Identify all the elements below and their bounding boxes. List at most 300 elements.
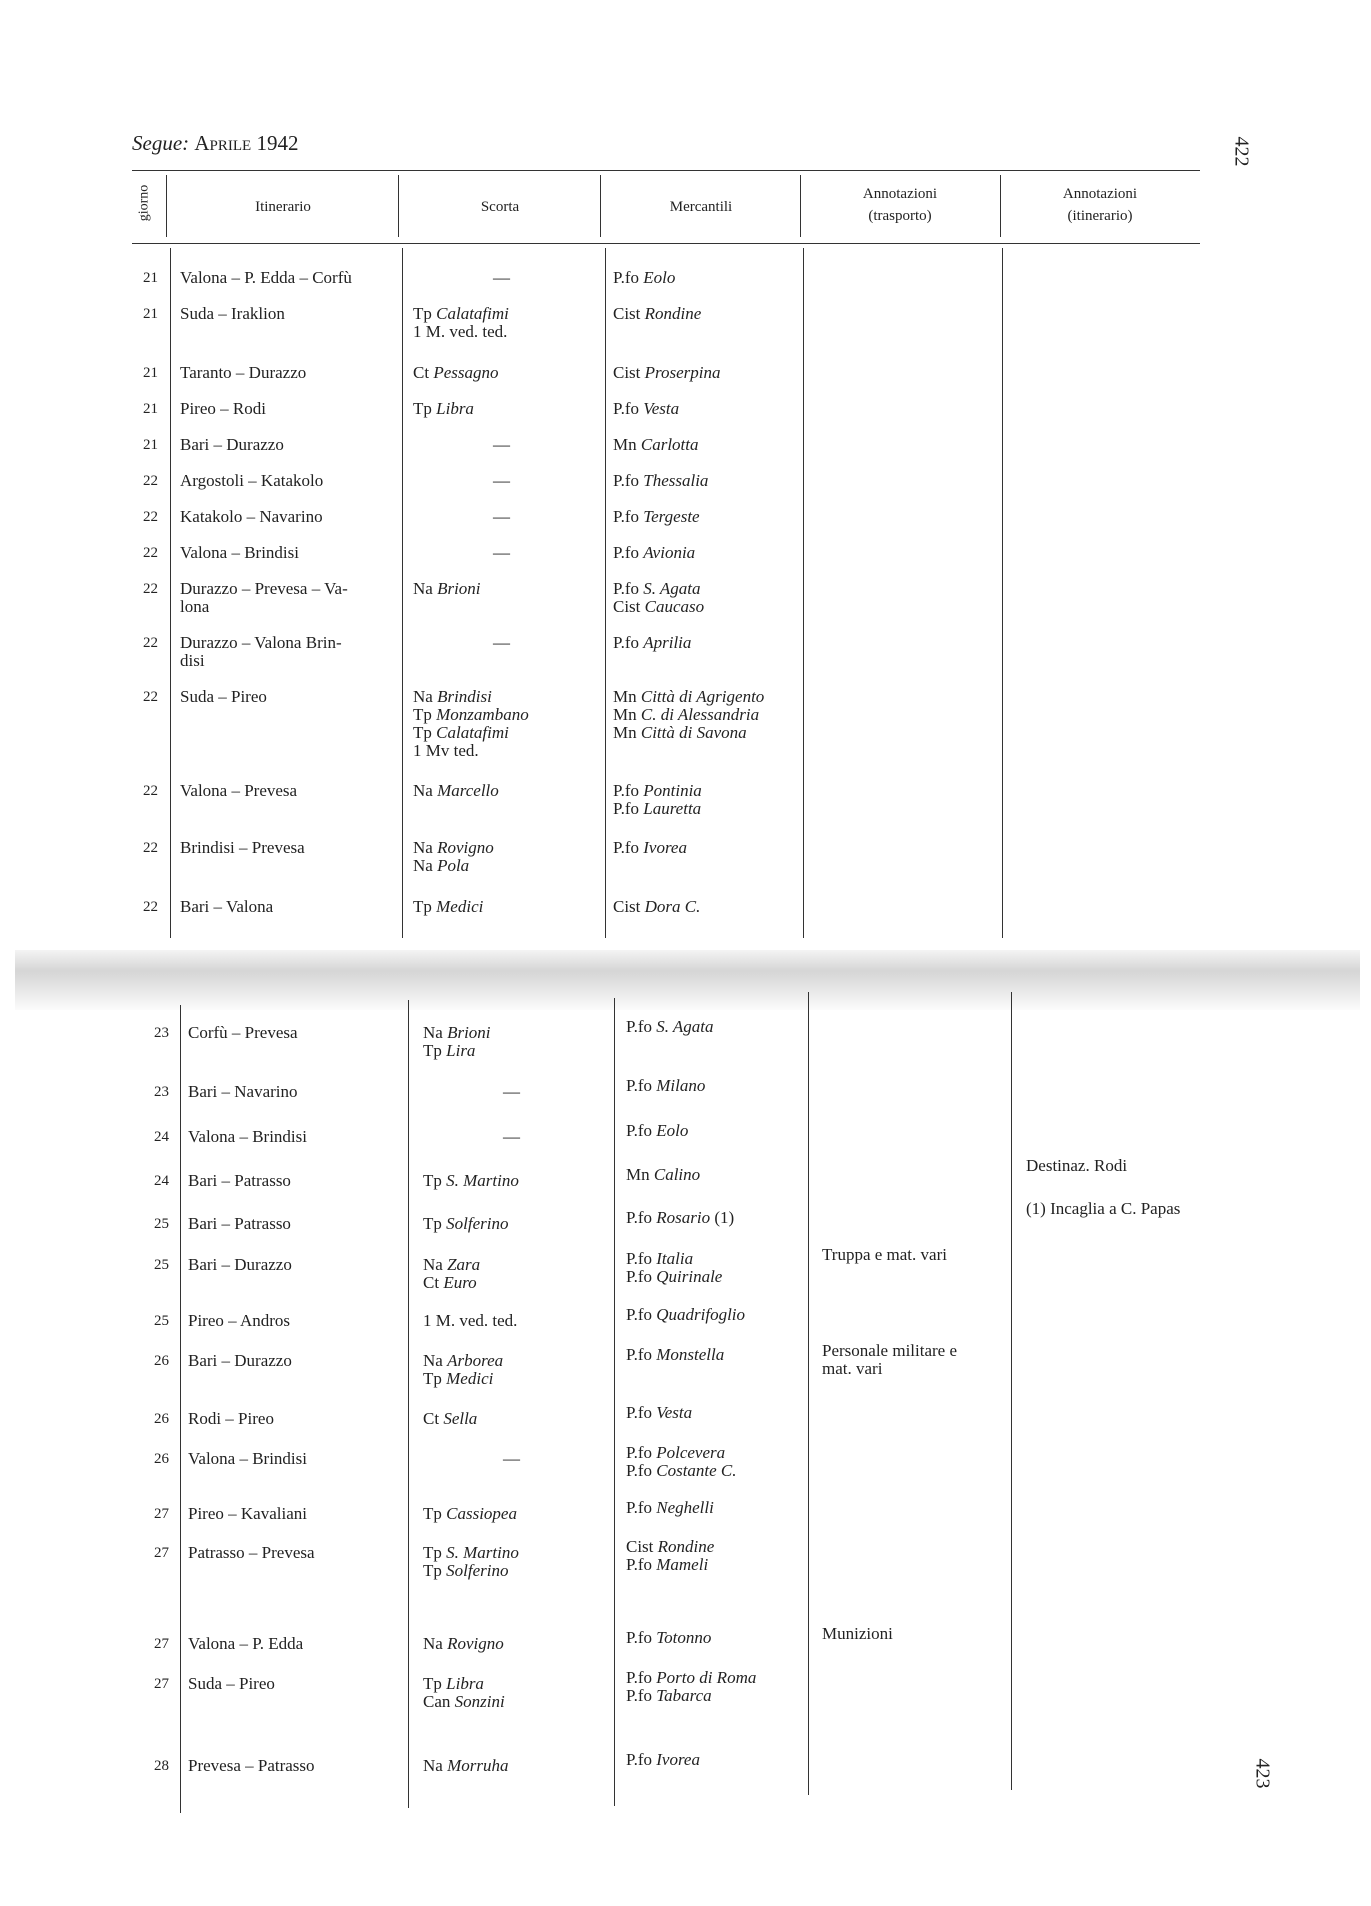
transport-note	[822, 1342, 957, 1378]
escort	[413, 634, 510, 652]
ship-name: Marcello	[437, 781, 499, 800]
itinerary-line: Valona – Prevesa	[180, 781, 298, 800]
escort	[413, 508, 510, 526]
merchant-ships-line	[613, 436, 699, 454]
merchant-ships-line	[626, 1669, 756, 1687]
header-separator	[1000, 175, 1001, 237]
merchant-ships	[613, 508, 700, 526]
itinerary-note-line: Destinaz. Rodi	[1026, 1156, 1128, 1175]
ship-type: P.fo	[626, 1686, 652, 1705]
ship-type: Mn	[613, 435, 637, 454]
merchant-ships-line	[626, 1629, 711, 1647]
itinerary-note	[1026, 1200, 1180, 1218]
itinerary-line: Valona – P. Edda – Corfù	[180, 268, 352, 287]
header-separator	[600, 175, 601, 237]
ship-type: Tp	[413, 897, 432, 916]
ship-name: Rondine	[657, 1537, 715, 1556]
itinerary	[180, 782, 297, 800]
ship-name: Neghelli	[656, 1498, 714, 1517]
ship-type: P.fo	[626, 1461, 652, 1480]
ship-type: P.fo	[613, 471, 639, 490]
day-number: 28	[154, 1758, 169, 1774]
escort-line	[413, 742, 529, 760]
merchant-ships	[613, 269, 675, 287]
itinerary	[188, 1215, 291, 1233]
merchant-ships-line	[626, 1687, 756, 1705]
column-line	[803, 248, 804, 938]
escort-line	[413, 724, 529, 742]
ship-type: Ct	[413, 363, 430, 382]
escort-line	[413, 400, 474, 418]
itinerary-line: Bari – Durazzo	[180, 435, 284, 454]
merchant-ships-line	[613, 688, 764, 706]
day-number: 25	[154, 1257, 169, 1273]
escort	[423, 1544, 519, 1580]
merchant-ships-line	[626, 1538, 714, 1556]
escort	[423, 1256, 480, 1292]
itinerary	[188, 1128, 307, 1146]
itinerary	[188, 1757, 315, 1775]
header-annotazioni-trasporto: Annotazioni (trasporto)	[862, 186, 938, 224]
merchant-ships	[626, 1538, 714, 1574]
plain-text: —	[503, 1449, 520, 1468]
day-number: 23	[154, 1025, 169, 1041]
escort-line	[413, 898, 483, 916]
ship-name: Polcevera	[656, 1443, 726, 1462]
ship-type: Tp	[423, 1041, 442, 1060]
merchant-ships-line	[626, 1209, 734, 1227]
escort-line	[423, 1675, 505, 1693]
itinerary-line: Argostoli – Katakolo	[180, 471, 324, 490]
ship-name: Avionia	[643, 543, 696, 562]
day-number: 21	[143, 306, 158, 322]
ship-type: Na	[413, 579, 433, 598]
transport-note-line: mat. vari	[822, 1359, 883, 1378]
ship-type: Cist	[613, 304, 641, 323]
escort-line	[423, 1215, 508, 1233]
ship-name: Thessalia	[643, 471, 709, 490]
column-line	[170, 248, 171, 938]
itinerary	[188, 1312, 290, 1330]
itinerary	[180, 305, 285, 323]
day-number: 27	[154, 1506, 169, 1522]
escort	[423, 1024, 491, 1060]
escort	[423, 1675, 505, 1711]
merchant-ships	[626, 1077, 705, 1095]
ship-name: S. Agata	[656, 1017, 714, 1036]
ship-type: Tp	[423, 1504, 442, 1523]
ship-type: Ct	[423, 1409, 440, 1428]
ship-type: Can	[423, 1692, 451, 1711]
merchant-ships-line	[626, 1499, 714, 1517]
column-line	[1011, 992, 1012, 1790]
ship-name: Morruha	[447, 1756, 509, 1775]
itinerary-line: Patrasso – Prevesa	[188, 1543, 315, 1562]
day-number: 23	[154, 1084, 169, 1100]
header-separator	[800, 175, 801, 237]
ship-name: Porto di Roma	[656, 1668, 757, 1687]
column-line	[614, 998, 615, 1806]
ship-name: Rovigno	[437, 838, 494, 857]
escort-line	[423, 1083, 520, 1101]
header-separator	[166, 175, 167, 237]
ship-name: Monzambano	[436, 705, 529, 724]
merchant-ships-line	[613, 724, 764, 742]
ship-name: Euro	[443, 1273, 477, 1292]
ship-type: Na	[423, 1756, 443, 1775]
merchant-ships	[613, 839, 687, 857]
plain-text: —	[493, 268, 510, 287]
column-line	[605, 248, 606, 938]
header-separator	[398, 175, 399, 237]
merchant-ships-line	[626, 1751, 700, 1769]
ship-name: Solferino	[446, 1561, 509, 1580]
ship-name: Carlotta	[640, 435, 699, 454]
column-line	[180, 1005, 181, 1813]
itinerary-line: Bari – Navarino	[188, 1082, 298, 1101]
itinerary	[180, 580, 348, 616]
ship-name: C. di Alessandria	[640, 705, 760, 724]
merchant-ships-line	[613, 472, 708, 490]
ship-type: Tp	[423, 1214, 442, 1233]
merchant-ships	[613, 305, 701, 323]
ship-type: Tp	[413, 705, 432, 724]
escort-line	[413, 706, 529, 724]
escort-line	[423, 1562, 519, 1580]
escort	[413, 305, 509, 341]
merchant-ships-line	[613, 839, 687, 857]
itinerary-note	[1026, 1157, 1127, 1175]
escort-line	[423, 1370, 503, 1388]
day-number: 22	[143, 689, 158, 705]
escort-line	[413, 580, 481, 598]
escort-line	[423, 1450, 520, 1468]
escort	[423, 1410, 477, 1428]
ship-name: Medici	[436, 897, 484, 916]
ship-type: Mn	[613, 723, 637, 742]
itinerary	[188, 1505, 307, 1523]
itinerary-line: Suda – Iraklion	[180, 304, 285, 323]
header-giorno: giorno	[136, 184, 152, 222]
day-number: 21	[143, 270, 158, 286]
ship-type: P.fo	[613, 633, 639, 652]
day-number: 27	[154, 1676, 169, 1692]
ship-name: Proserpina	[644, 363, 721, 382]
escort-line	[423, 1757, 508, 1775]
ship-type: P.fo	[626, 1555, 652, 1574]
itinerary-line: Valona – Brindisi	[188, 1449, 307, 1468]
itinerary	[188, 1256, 292, 1274]
ship-name: Pola	[437, 856, 470, 875]
escort	[413, 688, 529, 760]
itinerary	[180, 898, 273, 916]
merchant-ships	[626, 1444, 737, 1480]
itinerary	[180, 688, 267, 706]
escort	[423, 1083, 520, 1101]
escort-line	[423, 1172, 519, 1190]
ship-name: Milano	[656, 1076, 706, 1095]
ship-name: Sonzini	[454, 1692, 505, 1711]
ship-type: P.fo	[626, 1628, 652, 1647]
ship-type: Na	[423, 1255, 443, 1274]
escort-line	[423, 1352, 503, 1370]
day-number: 21	[143, 365, 158, 381]
ship-name: Caucaso	[644, 597, 705, 616]
ship-name: Rosario	[656, 1208, 711, 1227]
itinerary	[180, 508, 323, 526]
footnote-ref: (1)	[710, 1208, 735, 1227]
ship-type: P.fo	[626, 1267, 652, 1286]
merchant-ships	[613, 364, 721, 382]
merchant-ships	[626, 1751, 700, 1769]
merchant-ships-line	[626, 1404, 692, 1422]
ship-name: S. Agata	[643, 579, 701, 598]
merchant-ships-line	[613, 598, 704, 616]
merchant-ships-line	[613, 706, 764, 724]
escort-line	[413, 364, 498, 382]
day-number: 26	[154, 1411, 169, 1427]
ship-name: Pessagno	[433, 363, 499, 382]
escort-line	[423, 1256, 480, 1274]
itinerary-line: Durazzo – Prevesa – Va-	[180, 579, 348, 598]
ship-name: Monstella	[656, 1345, 725, 1364]
ship-type: P.fo	[626, 1249, 652, 1268]
escort-line	[413, 782, 499, 800]
escort-line	[413, 305, 509, 323]
ship-name: Dora C.	[644, 897, 701, 916]
plain-text: 1 Mv ted.	[413, 741, 479, 760]
merchant-ships	[613, 634, 691, 652]
ship-type: P.fo	[613, 799, 639, 818]
plain-text: —	[493, 633, 510, 652]
itinerary-line: Valona – P. Edda	[188, 1634, 304, 1653]
ship-name: Tabarca	[656, 1686, 712, 1705]
merchant-ships	[626, 1306, 745, 1324]
merchant-ships-line	[613, 800, 702, 818]
page-fold-shadow	[15, 950, 1360, 1010]
escort	[423, 1635, 504, 1653]
itinerary	[188, 1544, 315, 1562]
itinerary	[180, 436, 284, 454]
transport-note-line: Munizioni	[822, 1624, 893, 1643]
itinerary-line: disi	[180, 651, 205, 670]
merchant-ships	[626, 1669, 756, 1705]
ship-name: Italia	[656, 1249, 694, 1268]
merchant-ships-line	[613, 305, 701, 323]
ship-type: Na	[413, 781, 433, 800]
plain-text: —	[503, 1127, 520, 1146]
merchant-ships-line	[626, 1346, 724, 1364]
merchant-ships	[613, 436, 699, 454]
column-line	[408, 1000, 409, 1808]
header-itinerario: Itinerario	[255, 199, 311, 215]
ship-type: Tp	[423, 1369, 442, 1388]
itinerary	[180, 472, 323, 490]
plain-text: —	[493, 507, 510, 526]
merchant-ships-line	[626, 1268, 722, 1286]
ship-type: P.fo	[626, 1305, 652, 1324]
ship-type: P.fo	[626, 1017, 652, 1036]
escort	[423, 1215, 508, 1233]
escort	[413, 364, 498, 382]
itinerary-line: Pireo – Rodi	[180, 399, 266, 418]
ship-type: P.fo	[626, 1443, 652, 1462]
merchant-ships-line	[626, 1306, 745, 1324]
plain-text: —	[493, 471, 510, 490]
ship-name: Ivorea	[656, 1750, 700, 1769]
itinerary	[188, 1410, 274, 1428]
merchant-ships	[613, 544, 695, 562]
ship-name: Brioni	[447, 1023, 491, 1042]
itinerary-line: Durazzo – Valona Brin-	[180, 633, 342, 652]
day-number: 26	[154, 1353, 169, 1369]
merchant-ships-line	[626, 1122, 688, 1140]
merchant-ships-line	[613, 508, 700, 526]
itinerary	[188, 1675, 275, 1693]
merchant-ships-line	[626, 1077, 705, 1095]
itinerary	[180, 544, 299, 562]
ship-name: Calino	[653, 1165, 701, 1184]
merchant-ships	[626, 1346, 724, 1364]
merchant-ships-line	[626, 1462, 737, 1480]
itinerary-line: Prevesa – Patrasso	[188, 1756, 315, 1775]
ship-name: Vesta	[643, 399, 680, 418]
ship-type: Na	[423, 1351, 443, 1370]
ship-name: Calatafimi	[436, 723, 509, 742]
ship-type: Na	[423, 1023, 443, 1042]
ship-type: P.fo	[626, 1668, 652, 1687]
ship-name: Mameli	[656, 1555, 709, 1574]
escort-line	[423, 1505, 517, 1523]
escort	[413, 839, 494, 875]
itinerary	[188, 1352, 292, 1370]
escort	[413, 898, 483, 916]
day-number: 27	[154, 1545, 169, 1561]
ship-name: Eolo	[656, 1121, 689, 1140]
itinerary-line: Bari – Valona	[180, 897, 274, 916]
merchant-ships-line	[626, 1250, 722, 1268]
transport-note-line: Personale militare e	[822, 1341, 958, 1360]
ship-name: Rondine	[644, 304, 702, 323]
itinerary-line: Bari – Durazzo	[188, 1255, 292, 1274]
header-top-rule	[132, 170, 1200, 171]
escort-line	[413, 839, 494, 857]
ship-name: Quirinale	[656, 1267, 723, 1286]
escort-line	[413, 857, 494, 875]
ship-type: P.fo	[626, 1076, 652, 1095]
header-bottom-rule	[132, 243, 1200, 244]
ship-name: Sella	[443, 1409, 478, 1428]
ship-type: Mn	[613, 705, 637, 724]
escort	[413, 580, 481, 598]
ship-name: Solferino	[446, 1214, 509, 1233]
ship-type: P.fo	[613, 543, 639, 562]
ship-name: Cassiopea	[446, 1504, 517, 1523]
ship-type: Cist	[613, 897, 641, 916]
ship-type: Tp	[413, 304, 432, 323]
merchant-ships-line	[613, 634, 691, 652]
itinerary-line: lona	[180, 597, 210, 616]
ship-type: Ct	[423, 1273, 440, 1292]
day-number: 27	[154, 1636, 169, 1652]
escort	[423, 1450, 520, 1468]
escort-line	[413, 436, 510, 454]
escort-line	[423, 1128, 520, 1146]
ship-type: Na	[413, 687, 433, 706]
ship-type: Mn	[613, 687, 637, 706]
escort	[413, 269, 510, 287]
ship-type: Na	[413, 856, 433, 875]
merchant-ships	[626, 1122, 688, 1140]
escort-line	[413, 323, 509, 341]
escort	[423, 1128, 520, 1146]
itinerary-line: Pireo – Kavaliani	[188, 1504, 307, 1523]
ship-type: Tp	[423, 1171, 442, 1190]
escort-line	[413, 634, 510, 652]
header-scorta: Scorta	[480, 199, 520, 215]
escort-line	[413, 544, 510, 562]
itinerary-line: Katakolo – Navarino	[180, 507, 323, 526]
plain-text: 1 M. ved. ted.	[423, 1311, 518, 1330]
itinerary-line: Rodi – Pireo	[188, 1409, 274, 1428]
itinerary-line: Bari – Patrasso	[188, 1214, 291, 1233]
merchant-ships	[613, 782, 702, 818]
plain-text: —	[493, 435, 510, 454]
day-number: 22	[143, 581, 158, 597]
day-number: 22	[143, 635, 158, 651]
itinerary-line: Valona – Brindisi	[180, 543, 299, 562]
ship-type: P.fo	[613, 399, 639, 418]
day-number: 22	[143, 509, 158, 525]
itinerary	[188, 1172, 291, 1190]
ship-type: Tp	[413, 399, 432, 418]
ship-name: Lauretta	[643, 799, 702, 818]
merchant-ships-line	[626, 1018, 714, 1036]
ship-type: Na	[423, 1634, 443, 1653]
day-number: 24	[154, 1173, 169, 1189]
itinerary	[188, 1083, 298, 1101]
ship-name: Libra	[436, 399, 474, 418]
escort-line	[423, 1312, 517, 1330]
itinerary	[188, 1450, 307, 1468]
ship-name: Eolo	[643, 268, 676, 287]
itinerary-line: Bari – Patrasso	[188, 1171, 291, 1190]
merchant-ships-line	[613, 544, 695, 562]
itinerary-line: Valona – Brindisi	[188, 1127, 307, 1146]
ship-name: Medici	[446, 1369, 494, 1388]
day-number: 26	[154, 1451, 169, 1467]
itinerary	[180, 364, 306, 382]
escort	[413, 400, 474, 418]
ship-type: P.fo	[626, 1403, 652, 1422]
column-line	[808, 992, 809, 1795]
plain-text: —	[493, 543, 510, 562]
merchant-ships-line	[613, 269, 675, 287]
ship-name: Brindisi	[437, 687, 492, 706]
escort-line	[423, 1274, 480, 1292]
itinerary-line: Corfù – Prevesa	[188, 1023, 298, 1042]
ship-name: Rovigno	[447, 1634, 504, 1653]
ship-type: Cist	[613, 597, 641, 616]
ship-type: Tp	[413, 723, 432, 742]
ship-type: P.fo	[626, 1345, 652, 1364]
day-number: 21	[143, 401, 158, 417]
merchant-ships-line	[626, 1166, 700, 1184]
escort-line	[413, 269, 510, 287]
itinerary	[180, 839, 305, 857]
ship-type: P.fo	[613, 507, 639, 526]
ship-type: Cist	[626, 1537, 654, 1556]
